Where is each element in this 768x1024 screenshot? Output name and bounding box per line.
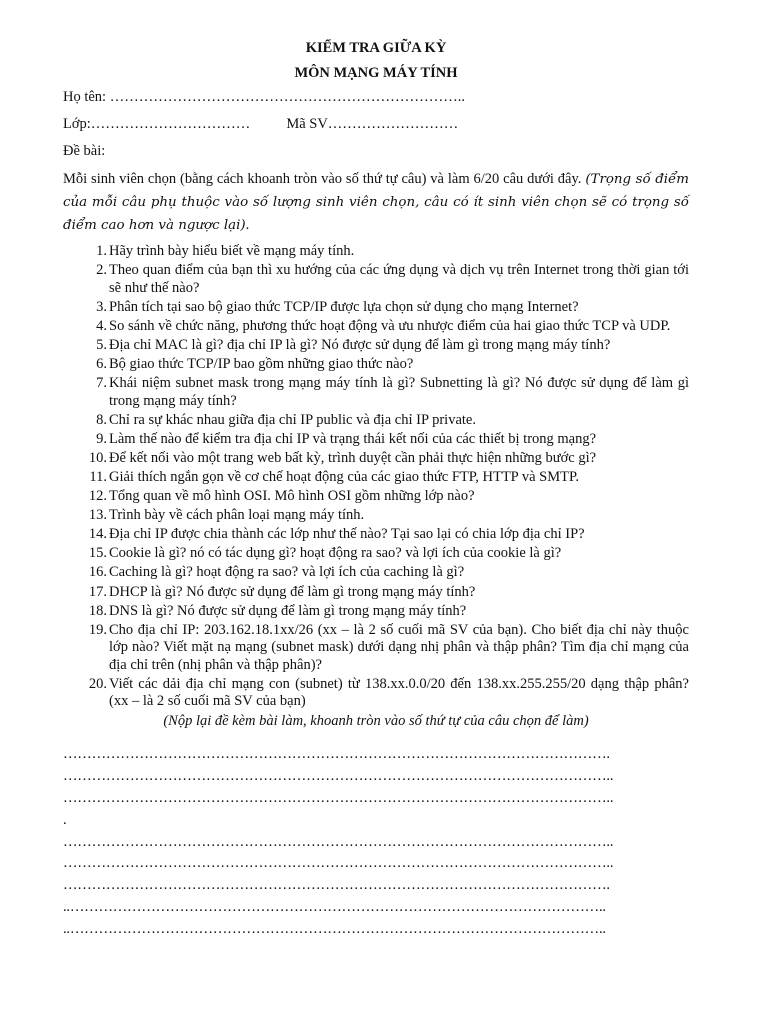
- question-item: [63, 262, 689, 297]
- instructions-period: .: [245, 217, 250, 233]
- question-number[interactable]: 18.: [88, 602, 107, 619]
- question-text: Theo quan điểm của bạn thì xu hướng của các ứng dụng và dịch vụ trên Internet trong thời gian tới sẽ như thế nào?: [109, 262, 689, 296]
- answer-area: [63, 744, 689, 940]
- question-number[interactable]: 14.: [88, 526, 107, 543]
- question-text: Trình bày về cách phân loại mạng máy tính.: [109, 507, 365, 524]
- answer-line: ……………………………………………………………………………………………………..: [63, 833, 614, 850]
- question-number[interactable]: 12.: [88, 488, 107, 505]
- question-number[interactable]: 15.: [88, 545, 107, 562]
- question-item: [63, 412, 689, 430]
- question-text: Phân tích tại sao bộ giao thức TCP/IP được lựa chọn sử dụng cho mạng Internet?: [109, 298, 579, 315]
- question-item: [63, 676, 689, 711]
- instructions-text: Mỗi sinh viên chọn (bằng cách khoanh tròn vào số thứ tự câu) và làm 6/20 câu dưới đây.: [63, 171, 586, 187]
- question-number[interactable]: 10.: [88, 449, 107, 466]
- question-item: [63, 431, 689, 449]
- answer-line: ..…………………………………………………………………………………………………..: [63, 920, 606, 937]
- question-list: [63, 243, 689, 711]
- question-number[interactable]: 17.: [88, 583, 107, 600]
- question-item: [63, 243, 689, 261]
- question-text: DNS là gì? Nó được sử dụng để làm gì trong mạng máy tính?: [109, 602, 467, 619]
- question-text: Hãy trình bày hiểu biết về mạng máy tính.: [109, 243, 355, 259]
- question-number[interactable]: 8.: [96, 411, 107, 428]
- question-number[interactable]: 7.: [96, 375, 107, 392]
- question-text: DHCP là gì? Nó được sử dụng để làm gì trong mạng máy tính?: [109, 583, 476, 600]
- question-number[interactable]: 4.: [96, 317, 107, 334]
- answer-line: .: [63, 811, 67, 828]
- question-number[interactable]: 5.: [96, 336, 107, 353]
- question-text: Chỉ ra sự khác nhau giữa địa chỉ IP public và địa chỉ IP private.: [109, 411, 476, 428]
- question-item: [63, 450, 689, 468]
- answer-line: ..…………………………………………………………………………………………………..: [63, 898, 606, 915]
- question-text: So sánh về chức năng, phương thức hoạt động và ưu nhược điểm của hai giao thức TCP và UDP.: [109, 317, 671, 334]
- class-field: Lớp:……………………………: [63, 116, 251, 132]
- instructions-note: (Trọng số điểm của mỗi câu phụ thuộc vào số lượng sinh viên chọn, câu có ít sinh viên chọn sẽ có trọng số điểm cao hơn và ngược lại): [63, 172, 689, 233]
- question-item: [63, 622, 689, 675]
- question-text: Bộ giao thức TCP/IP bao gồm những giao thức nào?: [109, 355, 414, 372]
- question-item: [63, 545, 689, 563]
- question-text: Viết các dải địa chỉ mạng con (subnet) từ 138.xx.0.0/20 đến 138.xx.255.255/20 dạng thập phân? (xx – là 2 số cuối mã SV của bạn): [109, 675, 689, 710]
- question-item: [63, 375, 689, 410]
- question-number[interactable]: 6.: [96, 355, 107, 372]
- question-text: Khái niệm subnet mask trong mạng máy tính là gì? Subnetting là gì? Nó được sử dụng để làm gì trong mạng máy tính?: [109, 375, 689, 409]
- submit-note: (Nộp lại đề kèm bài làm, khoanh tròn vào số thứ tự của câu chọn để làm): [163, 713, 589, 730]
- question-item: [63, 337, 689, 355]
- question-item: [63, 469, 689, 487]
- student-id-field: Mã SV………………………: [286, 116, 459, 132]
- topic-label: Đề bài:: [63, 143, 106, 159]
- name-field: Họ tên: ………………………………………………………………..: [63, 89, 465, 105]
- question-number[interactable]: 16.: [88, 564, 107, 581]
- question-number[interactable]: 1.: [96, 243, 107, 259]
- question-item: [63, 603, 689, 621]
- question-item: [63, 507, 689, 525]
- question-text: Cookie là gì? nó có tác dụng gì? hoạt động ra sao? và lợi ích của cookie là gì?: [109, 545, 562, 562]
- question-item: [63, 356, 689, 374]
- question-item: [63, 488, 689, 506]
- question-item: [63, 299, 689, 317]
- question-item: [63, 526, 689, 544]
- question-number[interactable]: 19.: [88, 621, 107, 638]
- question-text: Để kết nối vào một trang web bất kỳ, trình duyệt cần phải thực hiện những bước gì?: [109, 449, 597, 466]
- class-id-row: [63, 115, 689, 133]
- question-text: Giải thích ngắn gọn về cơ chế hoạt động của các giao thức FTP, HTTP và SMTP.: [109, 468, 580, 485]
- answer-line: …………………………………………………………………………………………………….: [63, 746, 610, 763]
- question-number[interactable]: 9.: [96, 430, 107, 447]
- question-number[interactable]: 3.: [96, 298, 107, 315]
- answer-line: ……………………………………………………………………………………………………..: [63, 855, 614, 872]
- exam-title: KIỂM TRA GIỮA KỲ: [305, 40, 447, 56]
- answer-line: …………………………………………………………………………………………………….: [63, 877, 610, 894]
- question-text: Địa chỉ MAC là gì? địa chỉ IP là gì? Nó được sử dụng để làm gì trong mạng máy tính?: [109, 336, 611, 353]
- answer-line: ……………………………………………………………………………………………………..: [63, 768, 614, 785]
- question-number[interactable]: 11.: [89, 468, 107, 485]
- instructions: [63, 168, 689, 237]
- question-number[interactable]: 13.: [88, 507, 107, 524]
- exam-subtitle: MÔN MẠNG MÁY TÍNH: [294, 65, 458, 81]
- question-number[interactable]: 2.: [96, 262, 107, 279]
- question-number[interactable]: 20.: [88, 675, 107, 692]
- answer-line: ……………………………………………………………………………………………………..: [63, 789, 614, 806]
- question-item: [63, 318, 689, 336]
- question-item: [63, 584, 689, 602]
- question-item: [63, 564, 689, 582]
- question-text: Cho địa chỉ IP: 203.162.18.1xx/26 (xx – là 2 số cuối mã SV của bạn). Cho biết địa chỉ này thuộc lớp nào? Viết mặt nạ mạng (subnet mask) dưới dạng nhị phân và thập phân? Tìm địa chỉ mạng của địa chỉ trên (nhị phân và thập phân)?: [109, 621, 689, 673]
- question-text: Tổng quan về mô hình OSI. Mô hình OSI gồm những lớp nào?: [109, 488, 475, 505]
- question-text: Địa chỉ IP được chia thành các lớp như thế nào? Tại sao lại có chia lớp địa chỉ IP?: [109, 526, 585, 543]
- question-text: Làm thế nào để kiểm tra địa chỉ IP và trạng thái kết nối của các thiết bị trong mạng?: [109, 430, 597, 447]
- exam-page: [63, 36, 689, 941]
- question-text: Caching là gì? hoạt động ra sao? và lợi ích của caching là gì?: [109, 564, 465, 581]
